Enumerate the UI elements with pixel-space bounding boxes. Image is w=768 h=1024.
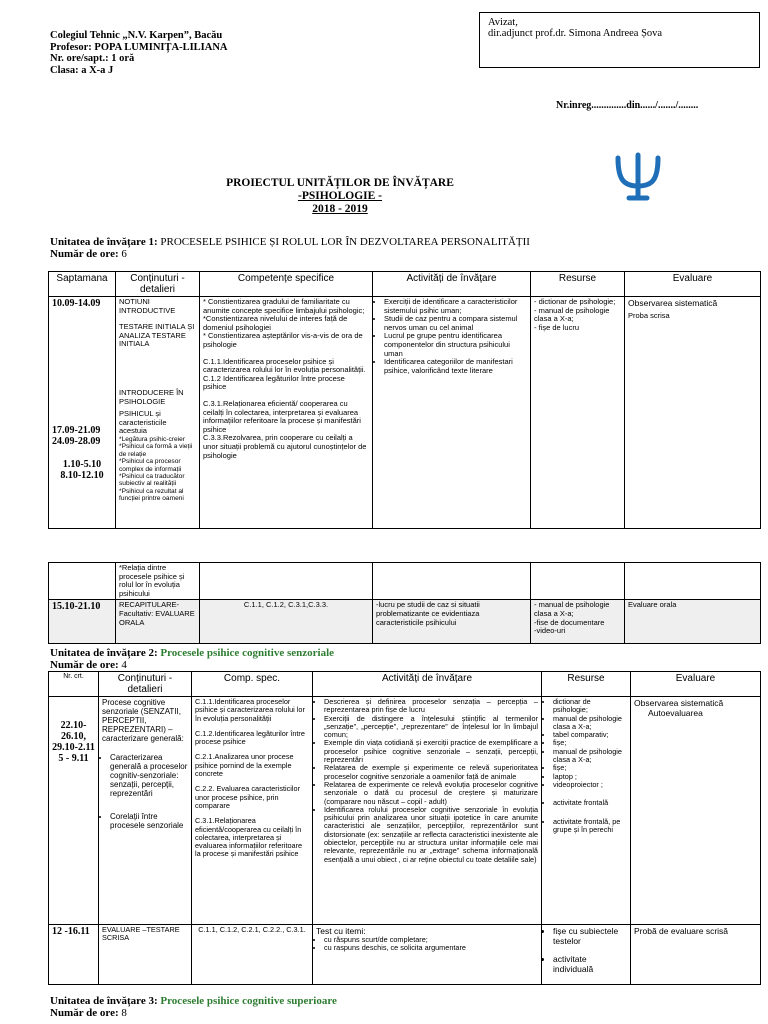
- col-header-content: Conținuturi - detalieri: [116, 272, 200, 297]
- teacher-name: Profesor: POPA LUMINIȚA-LILIANA: [50, 41, 228, 53]
- resource-item: • tabel comparativ;: [553, 731, 627, 739]
- resource-item: - manual de psihologie clasa a X-a;: [534, 600, 610, 618]
- empty-cell: [200, 563, 373, 600]
- resource-item: - dictionar de psihologie;: [534, 297, 616, 306]
- resource-item: • activitate individuală: [553, 954, 627, 974]
- competences-cell: [200, 297, 373, 529]
- competences-cell: C.1.1, C.1.2, C.2.1, C.2.2., C.3.1.: [192, 925, 313, 985]
- title-line-1: PROIECTUL UNITĂȚILOR DE ÎNVĂȚARE: [226, 177, 454, 189]
- unit1-name: PROCESELE PSIHICE ȘI ROLUL LOR ÎN DEZVOLTAREA PERSONALITĂȚII: [160, 236, 530, 248]
- competence-item: C.3.3.Rezolvarea, prin cooperare cu ceilalți a unor situații problemă cu ajutorul cunoștințelor de psihologie: [203, 433, 367, 460]
- resource-item: -video-uri: [534, 626, 566, 636]
- unit3-hours: 8: [121, 1007, 127, 1019]
- unit2-name: Procesele psihice cognitive senzoriale: [160, 647, 335, 659]
- empty-cell: [531, 563, 625, 600]
- activities-cell: [373, 297, 531, 529]
- week-cell: 12 -16.11: [49, 925, 99, 985]
- activities-title: Test cu itemi:: [316, 926, 366, 936]
- activities-cell: -lucru pe studii de caz si situatii problematizante ce evidentiaza caracteristicile psihicului: [373, 600, 531, 644]
- activities-cell: [313, 697, 542, 925]
- competence-item: * Constientizarea așteptărilor vis-a-vis de ora de psihologie: [203, 331, 363, 349]
- col-header-activities: Activități de învățare: [313, 672, 542, 697]
- page-title: [200, 177, 480, 216]
- unit2-heading: [50, 647, 334, 671]
- empty-cell: [625, 563, 761, 600]
- week-cell: [49, 697, 99, 925]
- resource-item: • manual de psihologie clasa a X-a;: [553, 715, 627, 732]
- col-header-resources: Resurse: [542, 672, 631, 697]
- unit2-hours: 4: [121, 659, 127, 671]
- unit1-heading: [50, 236, 530, 260]
- resource-item: • fișe cu subiectele testelor: [553, 926, 627, 946]
- col-header-evaluation: Evaluare: [625, 272, 761, 297]
- content-cell: [99, 697, 192, 925]
- psi-logo-icon: [612, 152, 664, 202]
- activity-item: • Relatarea de experimente ce relevă evoluția proceselor cognitive senzoriale o dată cu procesul de creștere și maturizare (comparare nou născut – copil - adult): [324, 781, 538, 806]
- evaluation-item: Observarea sistematică: [628, 298, 718, 308]
- resource-item: • laptop ;: [553, 773, 627, 781]
- approval-box: [479, 12, 760, 68]
- content-item: *Psihicul ca rezultat al funcției printre oameni: [119, 487, 184, 503]
- activity-item: • cu raspuns deschis, ce solicita argumentare: [324, 944, 538, 952]
- resource-item: • dictionar de psihologie;: [553, 698, 627, 715]
- competence-item: C.1.2.Identificarea legăturilor între procese psihice: [195, 728, 305, 747]
- competence-item: C.1.2 Identificarea legăturilor între procese psihice: [203, 373, 345, 392]
- activities-cell: [313, 925, 542, 985]
- competences-cell: C.1.1, C.1.2, C.3.1,C.3.3.: [200, 600, 373, 644]
- unit3-label: Unitatea de învățare 3:: [50, 995, 158, 1007]
- col-header-resources: Resurse: [531, 272, 625, 297]
- evaluation-cell: Evaluare orala: [625, 600, 761, 644]
- activity-item: • Exerciții de distingere a înțelesului științific al termenilor „senzație”, „percepție”, „reprezentare” de înțelesul lor în limbajul comun;: [324, 715, 538, 740]
- col-header-nr: Nr. crt.: [49, 672, 99, 697]
- resource-item: • fișe;: [553, 764, 627, 772]
- evaluation-cell: [631, 697, 761, 925]
- competence-item: C.3.1.Relaționarea eficientă/cooperarea cu ceilalți în colectarea, interpretarea și evaluarea informațiilor referitoare la procese și manifestări psihice: [195, 816, 303, 859]
- approval-signer: dir.adjunct prof.dr. Simona Andreea Șova: [488, 28, 663, 39]
- resource-item: • fișe;: [553, 739, 627, 747]
- unit1-continuation-table: [48, 562, 761, 644]
- evaluation-item: Observarea sistematică: [634, 698, 724, 708]
- resource-item: - manual de psihologie clasa a X-a;: [534, 305, 610, 324]
- unit2-table: [48, 671, 761, 985]
- activity-item: • Exerciții de identificare a caracteristicilor sistemului psihic uman;: [384, 298, 527, 315]
- resource-item: -fise de documentare: [534, 617, 605, 627]
- activity-item: • Lucrul pe grupe pentru identificarea componentelor din structura psihicului uman: [384, 332, 527, 358]
- unit3-hours-label: Număr de ore:: [50, 1007, 119, 1019]
- class-name: Clasa: a X-a J: [50, 64, 114, 76]
- evaluation-cell: Probă de evaluare scrisă: [631, 925, 761, 985]
- unit2-hours-label: Număr de ore:: [50, 659, 119, 671]
- col-header-activities: Activități de învățare: [373, 272, 531, 297]
- competence-item: C.2.2. Evaluarea caracteristicilor unor procese psihice, prin comparare: [195, 784, 301, 810]
- content-item: *Legătura psihic-creier: [119, 435, 185, 443]
- resource-item: • activitate frontală, pe grupe și în perechi: [553, 818, 627, 835]
- activity-item: • cu răspuns scurt/de completare;: [324, 936, 538, 944]
- content-item: *Psihicul ca procesor complex de informații: [119, 458, 182, 473]
- school-name: Colegiul Tehnic „N.V. Karpen”, Bacău: [50, 30, 223, 41]
- resource-item: - fișe de lucru: [534, 322, 580, 332]
- col-header-week: Saptamana: [49, 272, 116, 297]
- activity-item: • Descrierea și definirea proceselor senzația – percepția – reprezentarea prin fișe de lucru: [324, 698, 538, 715]
- content-item: *Psihicul ca traducător subiectiv al realității: [119, 472, 185, 488]
- approval-label: Avizat,: [488, 17, 518, 28]
- competence-item: *Constientizarea nivelului de interes față de domeniul psihologiei: [203, 314, 348, 332]
- week-2: 17.09-21.09: [52, 425, 101, 436]
- title-line-2: -PSIHOLOGIE -: [297, 190, 383, 202]
- school-header: [50, 30, 228, 76]
- col-header-competences: Competențe specifice: [200, 272, 373, 297]
- competence-item: C.1.1.Identificarea proceselor psihice și caracterizarea rolului lor în evoluția personalității: [195, 697, 305, 723]
- unit1-label: Unitatea de învățare 1:: [50, 236, 158, 248]
- empty-cell: [373, 563, 531, 600]
- activity-item: • Identificarea rolului proceselor cognitive senzoriale în evoluția psihicului prin analizarea unor situații ipotetice în care anumite caracteristici ale senzațiilor, percepțiilor, reprezentărilor sunt distorsionate (ex: senzațiile ar reflecta caracteristici inexistente ale obiectelor, percepțiile nu ar structura unitar informațiile cele mai relevante, reprezentările nu ar „extrage” schema informațională esențială a unui obiect , ci ar reține obiectul cu toate detaliile sale): [324, 806, 538, 864]
- resources-cell: [531, 297, 625, 529]
- col-header-competences: Comp. spec.: [192, 672, 313, 697]
- unit1-hours-label: Număr de ore:: [50, 248, 119, 260]
- evaluation-item: Proba scrisa: [628, 311, 670, 320]
- week-4: 1.10-5.10: [62, 459, 102, 470]
- evaluation-item: Autoevaluarea: [648, 708, 703, 718]
- competences-cell: [192, 697, 313, 925]
- week-3: 5 - 9.11: [58, 753, 89, 764]
- unit1-table: [48, 271, 761, 529]
- week-cell: 15.10-21.10: [49, 600, 116, 644]
- week-3: 24.09-28.09: [52, 436, 101, 447]
- resources-cell: [542, 697, 631, 925]
- week-1: 22.10-26.10,: [60, 720, 87, 742]
- content-title: Procese cognitive senzoriale (SENZATII, PERCEPTII, REPREZENTARI) – caracterizare generală:: [102, 698, 184, 743]
- content-item: INTRODUCERE ÎN PSIHOLOGIE: [119, 387, 184, 406]
- competence-item: * Constientizarea gradului de familiaritate cu anumite concepte specifice limbajului psihologic;: [203, 297, 365, 315]
- activity-item: • Studii de caz pentru a compara sistemul nervos uman cu cel animal: [384, 315, 527, 332]
- resource-item: • activitate frontală: [553, 799, 627, 807]
- resource-item: • manual de psihologie clasa a X-a;: [553, 748, 627, 765]
- resources-cell: [531, 600, 625, 644]
- resources-cell: [542, 925, 631, 985]
- unit3-name: Procesele psihice cognitive superioare: [160, 995, 337, 1007]
- unit2-label: Unitatea de învățare 2:: [50, 647, 158, 659]
- competence-item: C.3.1.Relaționarea eficientă/ cooperarea cu ceilalți în colectarea, interpretarea și evaluarea informațiilor referitoare la procese și manifestări psihice: [203, 398, 361, 434]
- content-item: • Caracterizarea generală a proceselor cognitiv-senzoriale: senzații, percepții, reprezentări: [110, 753, 188, 798]
- col-header-evaluation: Evaluare: [631, 672, 761, 697]
- content-cell: [116, 297, 200, 529]
- week-5: 8.10-12.10: [60, 470, 104, 481]
- unit3-heading: [50, 995, 337, 1019]
- evaluation-cell: [625, 297, 761, 529]
- resource-item: • videoproiector ;: [553, 781, 627, 789]
- content-item: TESTARE INITIALA ȘI ANALIZA TESTARE INITIALA: [119, 322, 195, 349]
- content-cell: *Relația dintre procesele psihice și rolul lor în evoluția psihicului: [116, 563, 200, 600]
- content-item: *Psihicul ca formă a vieții de relație: [119, 443, 193, 458]
- content-cell: EVALUARE –TESTARE SCRISA: [99, 925, 192, 985]
- competence-item: C.2.1.Analizarea unor procese psihice pornind de la exemple concrete: [195, 752, 294, 779]
- registration-number: Nr.inreg..............din....../......./........: [556, 100, 699, 111]
- week-cell: [49, 297, 116, 529]
- content-cell: RECAPITULARE- Facultativ: EVALUARE ORALA: [116, 600, 200, 644]
- col-header-content: Conținuturi - detalieri: [99, 672, 192, 697]
- activity-item: • Identificarea categoriilor de manifestari psihice, valorificând texte literare: [384, 358, 527, 375]
- week-1: 10.09-14.09: [52, 298, 101, 309]
- empty-cell: [49, 563, 116, 600]
- competence-item: C.1.1.Identificarea proceselor psihice și caracterizarea rolului lor în evoluția personalității.: [203, 356, 366, 375]
- content-item: PSIHICUL și caracteristicile acestuia: [119, 409, 167, 436]
- activity-item: • Exemple din viața cotidiană și exerciții practice de exemplificare a proceselor psihice cognitive senzoriale – senzații, percepții, reprezentări: [324, 739, 538, 764]
- title-line-3: 2018 - 2019: [312, 203, 368, 215]
- hours-per-week: Nr. ore/sapt.: 1 oră: [50, 53, 135, 64]
- unit1-hours: 6: [121, 248, 127, 260]
- content-item: • Corelații între procesele senzoriale: [110, 812, 188, 830]
- week-2: 29.10-2.11: [52, 742, 95, 753]
- content-item: NOTIUNI INTRODUCTIVE: [119, 297, 176, 315]
- activity-item: • Relatarea de exemple și experimente ce relevă superioritatea proceselor cognitive senzoriale a oamenilor față de animale: [324, 764, 538, 781]
